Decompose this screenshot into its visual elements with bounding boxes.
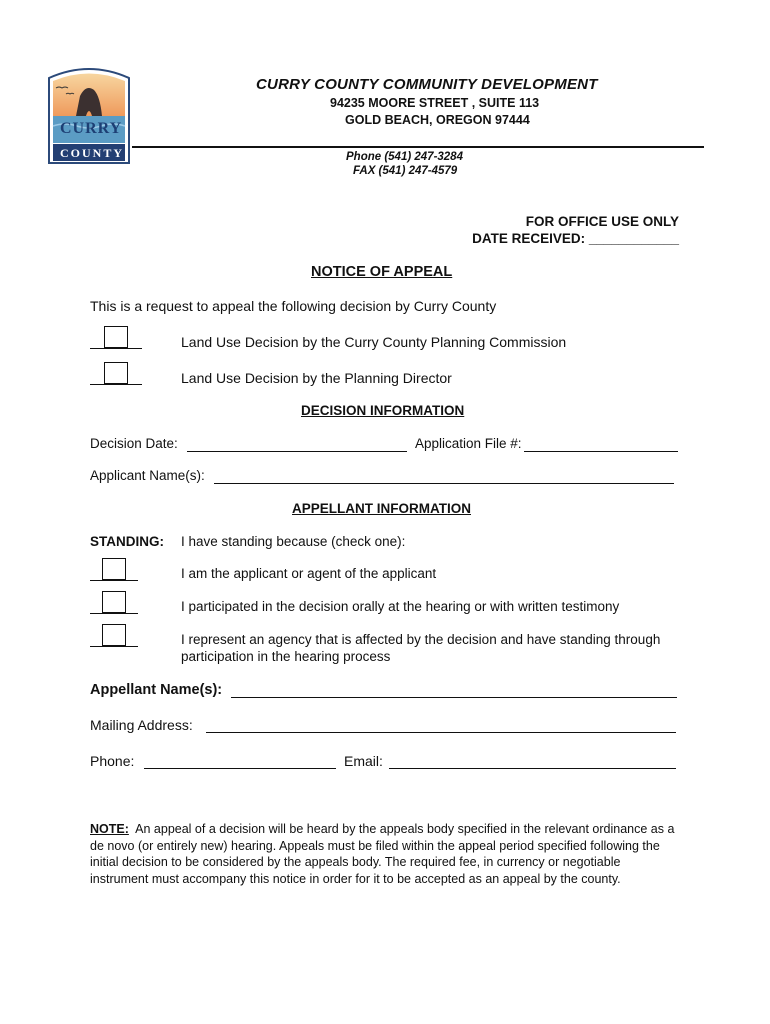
logo-text-county: COUNTY bbox=[60, 146, 125, 160]
checkbox-underline bbox=[90, 580, 138, 581]
intro-text: This is a request to appeal the following decision by Curry County bbox=[90, 298, 497, 314]
email-label: Email: bbox=[344, 753, 383, 769]
decision-date-label: Decision Date: bbox=[90, 436, 178, 451]
standing-option-agency: I represent an agency that is affected by the decision and have standing through bbox=[181, 632, 661, 647]
checkbox-underline bbox=[90, 348, 142, 349]
note-text: An appeal of a decision will be heard by the appeals body specified in the relevant ordinance as a de novo (or entirely new) hearing. Appeals must be filed within the appeal period specified following the initial decision to be considered by the appeals body. The required fee, in currency or negotiable instrument must accompany this notice in order for it to be accepted as an appeal by the county. bbox=[90, 822, 675, 886]
mailing-address-field[interactable] bbox=[206, 720, 676, 733]
street-address: 94235 MOORE STREET , SUITE 113 bbox=[330, 96, 540, 110]
logo-text-curry: CURRY bbox=[60, 120, 123, 137]
phone-number: Phone (541) 247-3284 bbox=[346, 151, 463, 163]
checkbox-underline bbox=[90, 384, 142, 385]
decision-date-field[interactable] bbox=[187, 439, 407, 452]
standing-applicant-checkbox[interactable] bbox=[102, 558, 126, 580]
mailing-address-label: Mailing Address: bbox=[90, 717, 193, 733]
standing-option-participated: I participated in the decision orally at the hearing or with written testimony bbox=[181, 599, 620, 614]
checkbox-underline bbox=[90, 646, 138, 647]
application-file-label: Application File #: bbox=[415, 436, 522, 451]
option-planning-director: Land Use Decision by the Planning Director bbox=[181, 370, 452, 386]
standing-option-agency-continued: participation in the hearing process bbox=[181, 649, 391, 664]
appellant-name-label: Appellant Name(s): bbox=[90, 682, 223, 698]
curry-county-logo bbox=[46, 66, 132, 166]
option-planning-commission: Land Use Decision by the Curry County Planning Commission bbox=[181, 334, 567, 350]
phone-label: Phone: bbox=[90, 753, 135, 769]
application-file-field[interactable] bbox=[524, 439, 678, 452]
appellant-info-heading: APPELLANT INFORMATION bbox=[292, 501, 471, 516]
applicant-name-label: Applicant Name(s): bbox=[90, 468, 205, 483]
applicant-name-field[interactable] bbox=[214, 471, 674, 484]
note-paragraph bbox=[90, 821, 680, 887]
city-address: GOLD BEACH, OREGON 97444 bbox=[345, 113, 530, 127]
checkbox-underline bbox=[90, 613, 138, 614]
organization-name: CURRY COUNTY COMMUNITY DEVELOPMENT bbox=[256, 76, 598, 93]
standing-participated-checkbox[interactable] bbox=[102, 591, 126, 613]
email-field[interactable] bbox=[389, 756, 676, 769]
standing-option-applicant: I am the applicant or agent of the applicant bbox=[181, 566, 437, 581]
standing-label: STANDING: bbox=[90, 534, 164, 549]
office-use-label: FOR OFFICE USE ONLY bbox=[525, 214, 679, 229]
standing-prompt: I have standing because (check one): bbox=[181, 534, 406, 549]
planning-commission-checkbox[interactable] bbox=[104, 326, 128, 348]
planning-director-checkbox[interactable] bbox=[104, 362, 128, 384]
standing-agency-checkbox[interactable] bbox=[102, 624, 126, 646]
date-received-field: DATE RECEIVED: ____________ bbox=[472, 231, 679, 246]
note-label: NOTE: bbox=[90, 822, 129, 836]
decision-info-heading: DECISION INFORMATION bbox=[301, 403, 465, 418]
appellant-name-field[interactable] bbox=[231, 685, 677, 698]
phone-field[interactable] bbox=[144, 756, 336, 769]
form-title: NOTICE OF APPEAL bbox=[311, 264, 453, 280]
header-divider bbox=[132, 146, 704, 148]
fax-number: FAX (541) 247-4579 bbox=[353, 165, 458, 177]
